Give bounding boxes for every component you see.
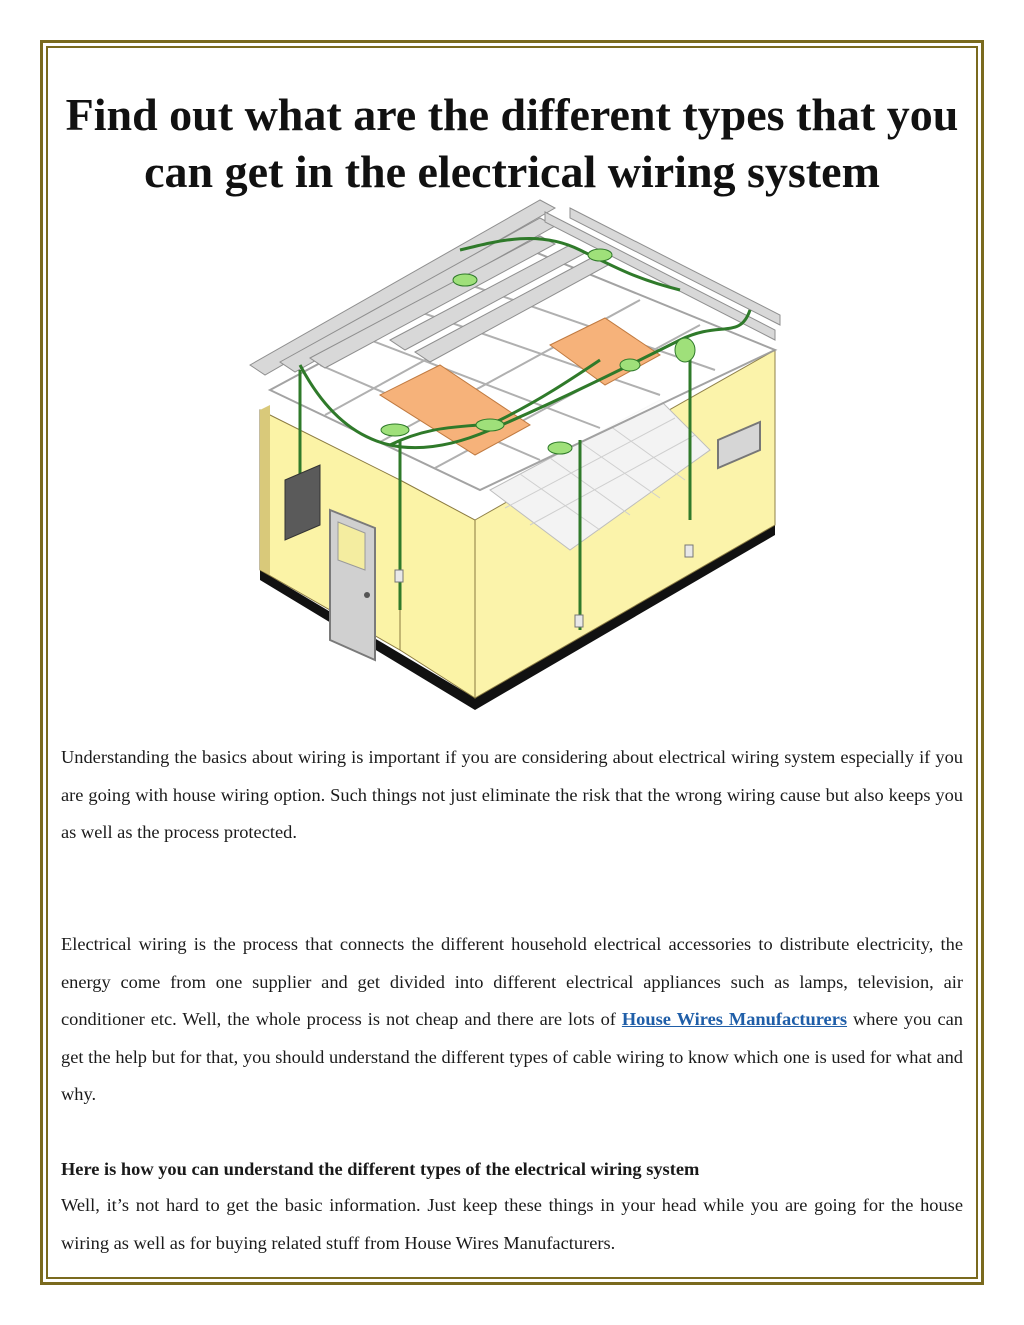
section-heading: Here is how you can understand the different types of the electrical wiring system bbox=[61, 1159, 700, 1179]
house-wires-manufacturers-link[interactable]: House Wires Manufacturers bbox=[621, 1009, 848, 1029]
intro-paragraph: Understanding the basics about wiring is important if you are considering about electrical wiring system especially if you are going with house wiring option. Such things not just eliminate the risk that the wrong wiring cause but also keeps you as well as the process protected. bbox=[61, 747, 963, 842]
house-wiring-illustration bbox=[240, 190, 790, 720]
wiring-process-paragraph bbox=[61, 926, 963, 1114]
paragraph-text-after-link: where you can get the help but for that, you should understand the different types of cable wiring to know which one is used for what and why. bbox=[61, 1009, 963, 1104]
paragraph-text-before-link: Electrical wiring is the process that connects the different household electrical accessories to distribute electricity, the energy come from one supplier and get divided into different electrical appliances such as lamps, television, air conditioner etc. Well, the whole process is not cheap and there are lots of bbox=[61, 934, 963, 1029]
basic-info-paragraph: Well, it’s not hard to get the basic information. Just keep these things in your head while you are going for the house wiring as well as for buying related stuff from House Wires Manufacturers. bbox=[61, 1195, 963, 1253]
page-title: Find out what are the different types that you can get in the electrical wiring system bbox=[65, 89, 959, 197]
